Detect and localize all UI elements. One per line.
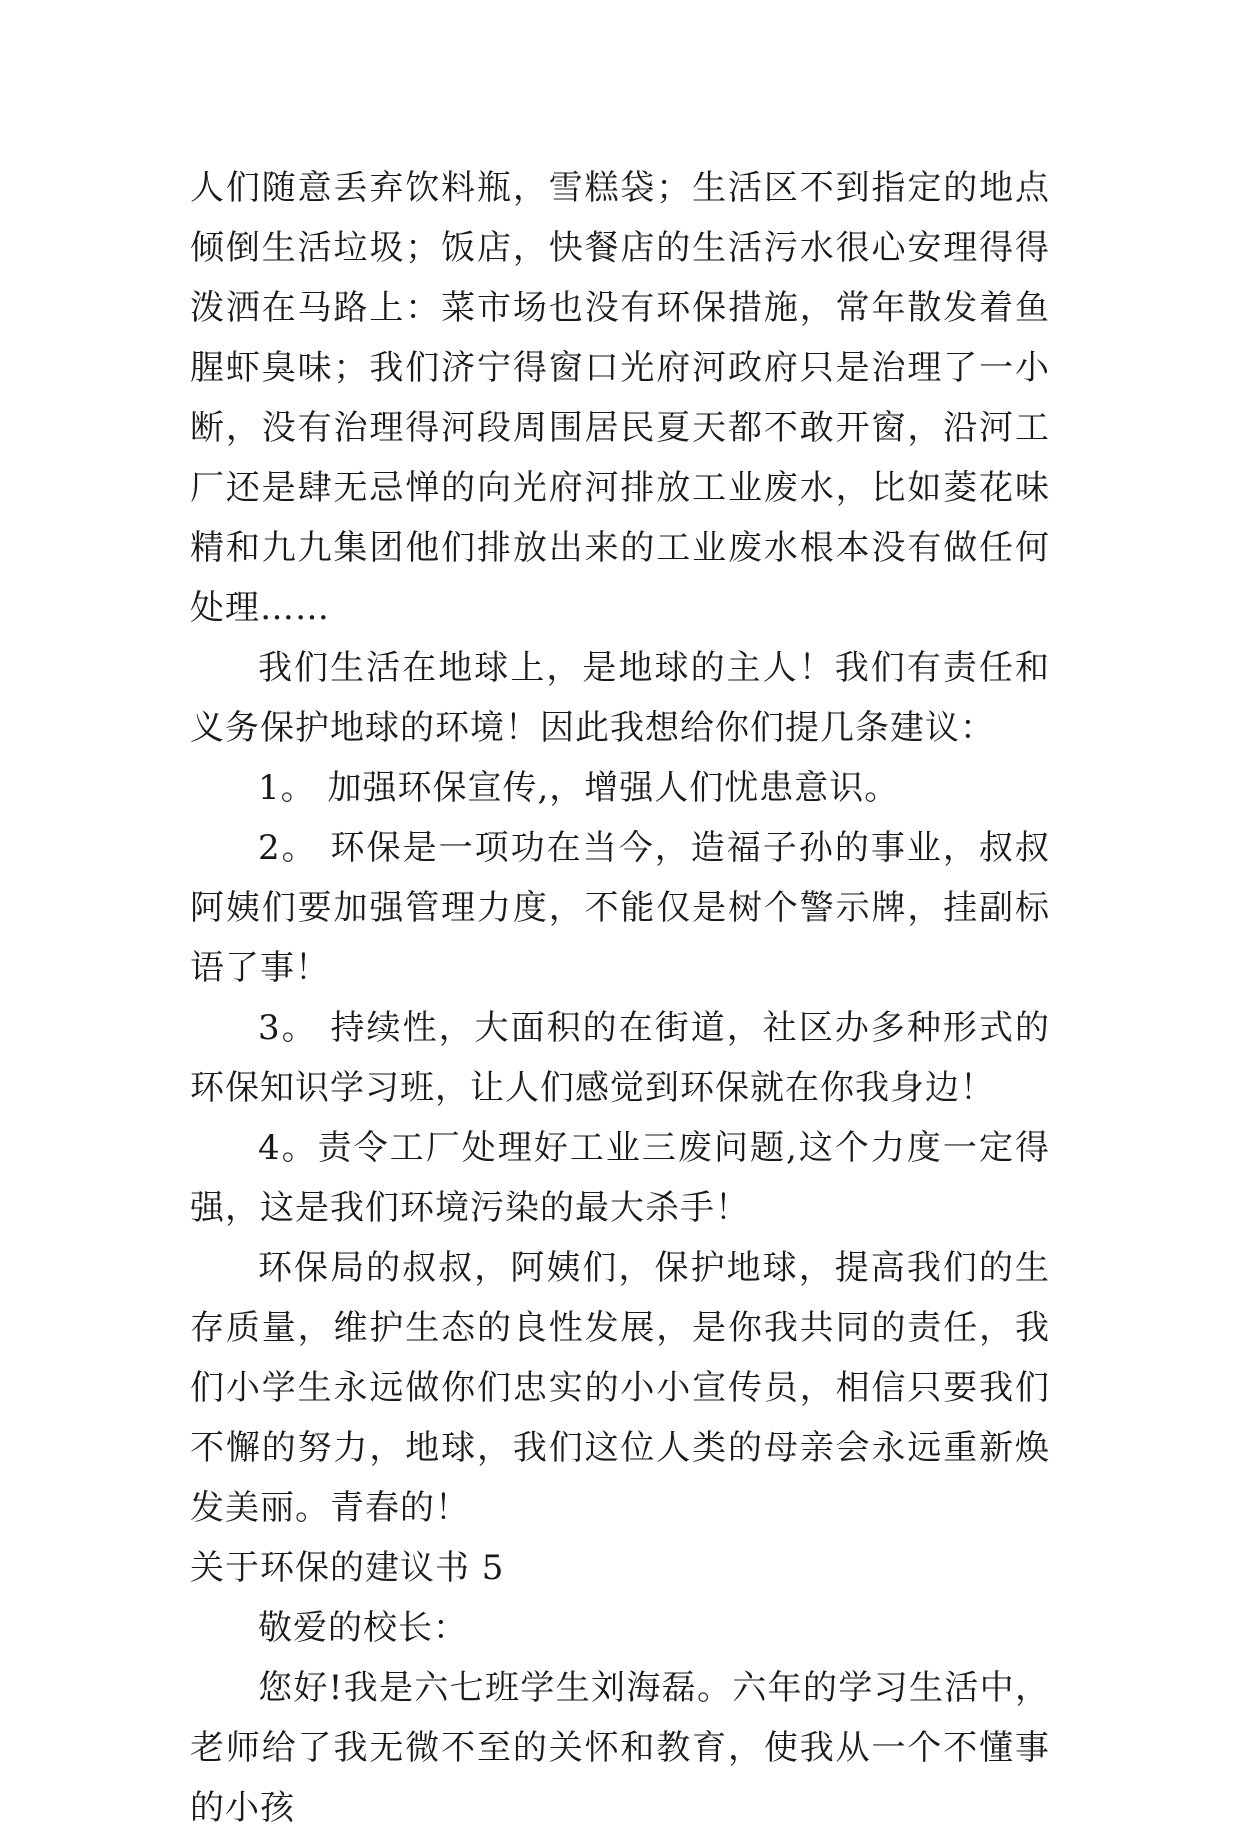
paragraph-responsibility: 我们生活在地球上，是地球的主人！我们有责任和义务保护地球的环境！因此我想给你们提几条建议： xyxy=(190,648,1050,748)
suggestion-item-4: 4。责令工厂处理好工业三废问题,这个力度一定得强，这是我们环境污染的最大杀手！ xyxy=(190,1128,1050,1228)
document-body xyxy=(190,158,1050,1838)
paragraph-closing-appeal: 环保局的叔叔，阿姨们，保护地球，提高我们的生存质量，维护生态的良性发展，是你我共同的责任，我们小学生永远做你们忠实的小小宣传员，相信只要我们不懈的努力，地球，我们这位人类的母亲会永远重新焕发美丽。青春的！ xyxy=(190,1248,1050,1528)
section-heading: 关于环保的建议书 5 xyxy=(190,1548,505,1588)
suggestion-item-3: 3。 持续性，大面积的在街道，社区办多种形式的环保知识学习班，让人们感觉到环保就在你我身边！ xyxy=(190,1008,1050,1108)
letter-salutation: 敬爱的校长： xyxy=(258,1608,468,1648)
letter-opening-paragraph: 您好!我是六七班学生刘海磊。六年的学习生活中，老师给了我无微不至的关怀和教育，使我从一个不懂事的小孩 xyxy=(190,1668,1050,1828)
suggestion-item-1: 1。 加强环保宣传,，增强人们忧患意识。 xyxy=(258,768,900,808)
suggestion-item-2: 2。 环保是一项功在当今，造福子孙的事业，叔叔阿姨们要加强管理力度，不能仅是树个警示牌，挂副标语了事！ xyxy=(190,828,1050,988)
paragraph-pollution-examples: 人们随意丢弃饮料瓶，雪糕袋；生活区不到指定的地点倾倒生活垃圾；饭店，快餐店的生活污水很心安理得得泼洒在马路上：菜市场也没有环保措施，常年散发着鱼腥虾臭味；我们济宁得窗口光府河政府只是治理了一小断，没有治理得河段周围居民夏天都不敢开窗，沿河工厂还是肆无忌惮的向光府河排放工业废水，比如菱花味精和九九集团他们排放出来的工业废水根本没有做任何处理…… xyxy=(190,168,1050,628)
